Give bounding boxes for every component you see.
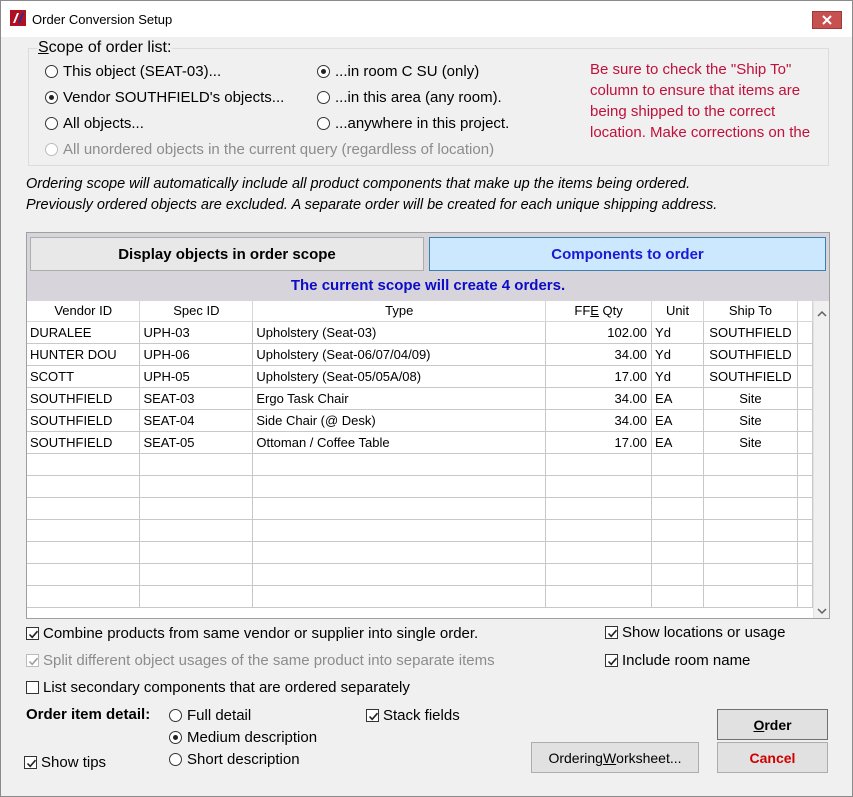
cell-vendor-id[interactable]: SOUTHFIELD	[27, 431, 140, 453]
cell-unit[interactable]: Yd	[652, 365, 704, 387]
cell-type[interactable]: Side Chair (@ Desk)	[253, 409, 546, 431]
cell-filler	[797, 409, 812, 431]
scope-vendor-radio[interactable]	[45, 89, 284, 106]
cell-vendor-id[interactable]: HUNTER DOU	[27, 343, 140, 365]
tab-bar	[27, 233, 829, 301]
cell-ffe-qty[interactable]: 102.00	[546, 321, 652, 343]
cell-ship-to[interactable]: Site	[703, 387, 797, 409]
cell-ship-to[interactable]: Site	[703, 409, 797, 431]
checkbox-indicator	[24, 756, 37, 769]
combine-products-checkbox[interactable]	[26, 625, 478, 642]
cell-spec-id[interactable]: UPH-05	[140, 365, 253, 387]
checkbox-label: Combine products from same vendor or supplier into single order.	[43, 625, 479, 642]
cell-spec-id[interactable]: SEAT-04	[140, 409, 253, 431]
list-secondary-checkbox[interactable]	[26, 679, 410, 696]
cancel-button[interactable]: Cancel	[717, 742, 828, 773]
cell-ship-to[interactable]: Site	[703, 431, 797, 453]
cell-vendor-id[interactable]: DURALEE	[27, 321, 140, 343]
orders-count-banner: The current scope will create 4 orders.	[290, 277, 566, 294]
cell-ffe-qty[interactable]: 34.00	[546, 387, 652, 409]
radio-indicator	[317, 117, 330, 130]
cell-vendor-id[interactable]: SOUTHFIELD	[27, 409, 140, 431]
radio-label: Full detail	[187, 707, 252, 724]
cell-unit[interactable]: EA	[652, 387, 704, 409]
cell-vendor-id[interactable]: SCOTT	[27, 365, 140, 387]
table-row[interactable]	[27, 321, 813, 343]
order-item-detail-label: Order item detail:	[26, 706, 151, 723]
checkbox-label: List secondary components that are ordered separately	[43, 679, 410, 696]
checkbox-indicator	[605, 626, 618, 639]
detail-short-radio[interactable]	[169, 751, 300, 768]
table-row[interactable]	[27, 431, 813, 453]
empty-row[interactable]	[27, 585, 813, 607]
window-title: Order Conversion Setup	[32, 12, 173, 27]
checkmark-icon	[607, 656, 618, 667]
column-header-filler	[797, 301, 812, 321]
column-header-spec-id[interactable]: Spec ID	[140, 301, 253, 321]
include-room-name-checkbox[interactable]	[605, 652, 750, 669]
checkbox-indicator	[26, 627, 39, 640]
cell-filler	[797, 431, 812, 453]
cell-filler	[797, 343, 812, 365]
note-line-1: Ordering scope will automatically include all product components that make up the items being ordered.	[26, 176, 691, 192]
note-line-2: Previously ordered objects are excluded. A separate order will be created for each unique shipping address.	[26, 197, 718, 213]
app-logo-icon	[10, 10, 26, 26]
radio-label: ...anywhere in this project.	[335, 115, 510, 132]
empty-row[interactable]	[27, 497, 813, 519]
checkmark-icon	[28, 656, 39, 667]
table-row[interactable]	[27, 343, 813, 365]
cell-filler	[797, 321, 812, 343]
close-button[interactable]	[812, 11, 842, 29]
column-header-type[interactable]: Type	[253, 301, 546, 321]
column-header-vendor-id[interactable]: Vendor ID	[27, 301, 140, 321]
cell-ship-to[interactable]: SOUTHFIELD	[703, 321, 797, 343]
cell-spec-id[interactable]: UPH-03	[140, 321, 253, 343]
empty-row[interactable]	[27, 519, 813, 541]
checkbox-label: Split different object usages of the same product into separate items	[43, 652, 495, 669]
cell-type[interactable]: Ottoman / Coffee Table	[253, 431, 546, 453]
table-row[interactable]	[27, 365, 813, 387]
table-row[interactable]	[27, 409, 813, 431]
checkbox-indicator	[26, 654, 39, 667]
scroll-down-icon[interactable]	[817, 603, 827, 613]
table-row[interactable]	[27, 387, 813, 409]
cell-type[interactable]: Upholstery (Seat-06/07/04/09)	[253, 343, 546, 365]
scope-this-object-radio[interactable]	[45, 63, 221, 80]
radio-indicator	[45, 117, 58, 130]
empty-row[interactable]	[27, 541, 813, 563]
cell-ffe-qty[interactable]: 34.00	[546, 409, 652, 431]
cell-unit[interactable]: Yd	[652, 321, 704, 343]
split-usages-checkbox	[26, 652, 495, 669]
components-table	[27, 301, 813, 618]
column-header-unit[interactable]: Unit	[652, 301, 704, 321]
cell-unit[interactable]: EA	[652, 409, 704, 431]
scope-room-radio[interactable]	[317, 63, 479, 80]
ordering-worksheet-button[interactable]: Ordering W orksheet...	[531, 742, 699, 773]
scope-project-radio[interactable]	[317, 115, 509, 132]
empty-row[interactable]	[27, 563, 813, 585]
cell-spec-id[interactable]: UPH-06	[140, 343, 253, 365]
tab-display-objects[interactable]: Display objects in order scope	[30, 237, 424, 271]
radio-indicator	[169, 709, 182, 722]
order-scope-panel	[26, 232, 830, 619]
column-header-ffe-qty[interactable]: FFE Qty	[546, 301, 652, 321]
detail-medium-radio[interactable]	[169, 729, 317, 746]
radio-label: Vendor SOUTHFIELD's objects...	[63, 89, 285, 106]
radio-indicator	[169, 731, 182, 744]
cell-filler	[797, 365, 812, 387]
radio-indicator	[45, 143, 58, 156]
cell-ffe-qty[interactable]: 17.00	[546, 431, 652, 453]
radio-label: All objects...	[63, 115, 144, 132]
radio-indicator	[317, 65, 330, 78]
stack-fields-checkbox[interactable]	[366, 707, 460, 724]
checkmark-icon	[28, 629, 39, 640]
show-locations-checkbox[interactable]	[605, 624, 785, 641]
checkmark-icon	[368, 711, 379, 722]
cell-filler	[797, 387, 812, 409]
radio-indicator	[45, 91, 58, 104]
column-header-ship-to[interactable]: Ship To	[703, 301, 797, 321]
radio-label: Short description	[187, 751, 300, 768]
checkbox-label: Stack fields	[383, 707, 460, 724]
checkbox-label: Include room name	[622, 652, 751, 669]
checkbox-label: Show locations or usage	[622, 624, 786, 641]
scope-unordered-radio	[45, 141, 494, 158]
checkbox-indicator	[605, 654, 618, 667]
cell-spec-id[interactable]: SEAT-05	[140, 431, 253, 453]
radio-label: ...in this area (any room).	[335, 89, 502, 106]
radio-label: ...in room C SU (only)	[335, 63, 480, 80]
ordering-scope-note	[26, 174, 826, 216]
checkbox-indicator	[26, 681, 39, 694]
cell-ship-to[interactable]: SOUTHFIELD	[703, 365, 797, 387]
scope-all-objects-radio[interactable]	[45, 115, 144, 132]
radio-label: All unordered objects in the current query (regardless of location)	[63, 141, 495, 158]
close-icon	[821, 14, 833, 26]
scope-title: Scope of order list:	[38, 39, 172, 56]
radio-label: Medium description	[187, 729, 318, 746]
order-button[interactable]: O rder	[717, 709, 828, 740]
cell-vendor-id[interactable]: SOUTHFIELD	[27, 387, 140, 409]
checkbox-indicator	[366, 709, 379, 722]
empty-row[interactable]	[27, 453, 813, 475]
cell-spec-id[interactable]: SEAT-03	[140, 387, 253, 409]
cell-type[interactable]: Ergo Task Chair	[253, 387, 546, 409]
checkmark-icon	[607, 628, 618, 639]
radio-label: This object (SEAT-03)...	[63, 63, 222, 80]
cell-unit[interactable]: EA	[652, 431, 704, 453]
scope-area-radio[interactable]	[317, 89, 502, 106]
show-tips-checkbox[interactable]	[24, 754, 106, 771]
cell-unit[interactable]: Yd	[652, 343, 704, 365]
cell-ship-to[interactable]: SOUTHFIELD	[703, 343, 797, 365]
cell-ffe-qty[interactable]: 34.00	[546, 343, 652, 365]
table-header-row	[27, 301, 813, 321]
radio-indicator	[317, 91, 330, 104]
detail-full-radio[interactable]	[169, 707, 251, 724]
cell-type[interactable]: Upholstery (Seat-03)	[253, 321, 546, 343]
checkbox-label: Show tips	[41, 754, 107, 771]
ship-to-warning: Be sure to check the "Ship To" column to ensure that items are being shipped to the correct location. Make corrections on the	[590, 61, 811, 141]
title-bar[interactable]	[1, 1, 852, 37]
empty-row[interactable]	[27, 475, 813, 497]
checkmark-icon	[26, 758, 37, 769]
cell-type[interactable]: Upholstery (Seat-05/05A/08)	[253, 365, 546, 387]
radio-indicator	[169, 753, 182, 766]
radio-indicator	[45, 65, 58, 78]
cell-ffe-qty[interactable]: 17.00	[546, 365, 652, 387]
tab-components-to-order[interactable]: Components to order	[429, 237, 826, 271]
table-vertical-scrollbar[interactable]	[813, 301, 829, 618]
scroll-up-icon[interactable]	[817, 306, 827, 316]
